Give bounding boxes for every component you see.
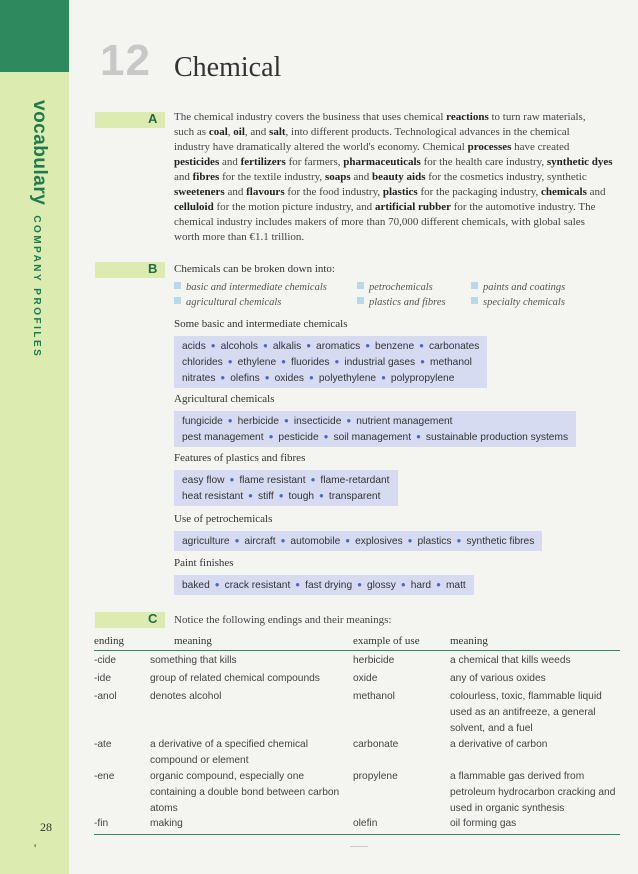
term: alcohols bbox=[220, 341, 259, 352]
bullet-dot-icon: ● bbox=[210, 341, 216, 350]
table-rule-bottom bbox=[94, 834, 620, 835]
category-item bbox=[174, 282, 327, 293]
bullet-dot-icon: ● bbox=[436, 580, 441, 589]
term: ethylene bbox=[237, 357, 277, 368]
term: insecticide bbox=[293, 416, 342, 427]
table-cell-ending: -anol bbox=[94, 691, 117, 702]
bullet-dot-icon: ● bbox=[306, 341, 312, 350]
table-cell-example: methanol bbox=[353, 691, 395, 702]
header-ending: ending bbox=[94, 635, 124, 647]
term-box bbox=[174, 336, 487, 388]
page-mark: ' bbox=[34, 841, 37, 855]
paragraph-line: chemical industry includes makers of more than 70,000 different chemicals, with global sales bbox=[174, 216, 585, 228]
bullet-dot-icon: ● bbox=[365, 341, 371, 350]
section-c-letter: C bbox=[148, 611, 158, 626]
paragraph-line: sweeteners and flavours for the food industry, plastics for the packaging industry, chemicals and bbox=[174, 186, 606, 198]
term: polyethylene bbox=[318, 373, 377, 384]
category-label: agricultural chemicals bbox=[186, 297, 282, 308]
category-item bbox=[174, 297, 281, 308]
term: pest management bbox=[182, 432, 264, 443]
paragraph-line: such as coal, oil, and salt, into different products. Technological advances in the chemical bbox=[174, 126, 570, 138]
term: oxides bbox=[274, 373, 305, 384]
table-cell-example: propylene bbox=[353, 771, 398, 782]
term-line bbox=[182, 429, 568, 445]
term: glossy bbox=[366, 580, 396, 591]
term: polypropylene bbox=[390, 373, 455, 384]
table-cell-example: olefin bbox=[353, 818, 378, 829]
bullet-square-icon bbox=[357, 297, 364, 304]
term: nitrates bbox=[182, 373, 216, 384]
term: sustainable production systems bbox=[425, 432, 569, 443]
side-band-top bbox=[0, 0, 69, 72]
term-box bbox=[174, 470, 398, 506]
bullet-dot-icon: ● bbox=[419, 341, 424, 350]
group-heading: Some basic and intermediate chemicals bbox=[174, 318, 348, 330]
table-cell-ending: -cide bbox=[94, 655, 117, 666]
term-line bbox=[182, 370, 479, 386]
table-cell-ending: -ate bbox=[94, 739, 112, 750]
category-item bbox=[357, 282, 433, 293]
bullet-dot-icon: ● bbox=[278, 491, 284, 500]
term: crack resistant bbox=[224, 580, 291, 591]
group-heading: Paint finishes bbox=[174, 557, 234, 569]
category-label: specialty chemicals bbox=[483, 297, 565, 308]
term: herbicide bbox=[237, 416, 279, 427]
bullet-dot-icon: ● bbox=[283, 416, 289, 425]
term: aromatics bbox=[316, 341, 361, 352]
bullet-dot-icon: ● bbox=[229, 475, 235, 484]
section-b-intro: Chemicals can be broken down into: bbox=[174, 263, 335, 275]
table-cell-meaning2: colourless, toxic, flammable liquid used as an antifreeze, a general solvent, and a fuel bbox=[450, 691, 602, 734]
table-cell-meaning2: a chemical that kills weeds bbox=[450, 655, 571, 666]
bullet-dot-icon: ● bbox=[416, 432, 421, 441]
table-cell-meaning: something that kills bbox=[150, 655, 237, 666]
term: matt bbox=[445, 580, 466, 591]
header-meaning: meaning bbox=[174, 635, 212, 647]
bullet-dot-icon: ● bbox=[227, 416, 233, 425]
table-cell-meaning2: a flammable gas derived from petroleum hydrocarbon cracking and used in organic synthesis bbox=[450, 771, 616, 814]
bullet-square-icon bbox=[174, 282, 181, 289]
term: fungicide bbox=[182, 416, 223, 427]
page-title: Chemical bbox=[174, 52, 282, 83]
section-c-intro: Notice the following endings and their meanings: bbox=[174, 614, 392, 626]
page-number: 28 bbox=[40, 820, 52, 834]
term: benzene bbox=[375, 341, 415, 352]
term: alkalis bbox=[272, 341, 302, 352]
table-cell-meaning2: oil forming gas bbox=[450, 818, 517, 829]
bullet-dot-icon: ● bbox=[357, 580, 362, 589]
paragraph-line: The chemical industry covers the business that uses chemical reactions to turn raw materials, bbox=[174, 111, 586, 123]
bullet-dot-icon: ● bbox=[281, 357, 286, 366]
term-box bbox=[174, 411, 576, 447]
bullet-square-icon bbox=[357, 282, 364, 289]
term-line bbox=[182, 413, 568, 429]
term: synthetic fibres bbox=[466, 536, 535, 547]
section-b-letter: B bbox=[148, 261, 158, 276]
side-section: COMPANY PROFILES bbox=[31, 215, 42, 359]
bullet-dot-icon: ● bbox=[407, 536, 413, 545]
term: methanol bbox=[430, 357, 472, 368]
table-rule-top bbox=[94, 650, 620, 651]
table-cell-meaning2: a derivative of carbon bbox=[450, 739, 548, 750]
bullet-dot-icon: ● bbox=[268, 432, 274, 441]
paragraph-line: industry have dramatically altered the world's economy. Chemical processes have created bbox=[174, 141, 570, 153]
term: tough bbox=[288, 491, 315, 502]
bullet-dot-icon: ● bbox=[334, 357, 340, 366]
table-cell-example: oxide bbox=[353, 673, 378, 684]
term-line bbox=[182, 577, 466, 593]
bullet-dot-icon: ● bbox=[420, 357, 425, 366]
table-cell-meaning: group of related chemical compounds bbox=[150, 673, 320, 684]
term: industrial gases bbox=[344, 357, 416, 368]
table-cell-example: herbicide bbox=[353, 655, 395, 666]
term: aircraft bbox=[244, 536, 276, 547]
term: transparent bbox=[328, 491, 381, 502]
term: pesticide bbox=[278, 432, 319, 443]
bullet-dot-icon: ● bbox=[248, 491, 254, 500]
table-cell-meaning: a derivative of a specified chemical compound or element bbox=[150, 739, 308, 766]
category-item bbox=[357, 297, 446, 308]
header-example: example of use bbox=[353, 635, 420, 647]
term: agriculture bbox=[182, 536, 230, 547]
group-heading: Features of plastics and fibres bbox=[174, 452, 306, 464]
group-heading: Agricultural chemicals bbox=[174, 393, 275, 405]
bullet-dot-icon: ● bbox=[400, 580, 406, 589]
bullet-dot-icon: ● bbox=[346, 416, 352, 425]
term: hard bbox=[410, 580, 432, 591]
bullet-dot-icon: ● bbox=[456, 536, 462, 545]
term-box bbox=[174, 531, 542, 551]
table-cell-ending: -fin bbox=[94, 818, 109, 829]
bullet-square-icon bbox=[471, 297, 478, 304]
paragraph-line: pesticides and fertilizers for farmers, pharmaceuticals for the health care industry, synthetic dyes bbox=[174, 156, 613, 168]
term: flame resistant bbox=[239, 475, 306, 486]
term-line bbox=[182, 488, 390, 504]
side-label bbox=[28, 100, 50, 358]
bullet-dot-icon: ● bbox=[227, 357, 233, 366]
side-vocab: vocabulary bbox=[29, 100, 50, 206]
divider bbox=[350, 846, 368, 847]
term: stiff bbox=[258, 491, 274, 502]
bullet-dot-icon: ● bbox=[280, 536, 286, 545]
category-label: basic and intermediate chemicals bbox=[186, 282, 327, 293]
group-heading: Use of petrochemicals bbox=[174, 513, 273, 525]
term: baked bbox=[182, 580, 210, 591]
bullet-dot-icon: ● bbox=[323, 432, 329, 441]
category-item bbox=[471, 297, 565, 308]
category-label: petrochemicals bbox=[369, 282, 433, 293]
bullet-dot-icon: ● bbox=[319, 491, 324, 500]
term-line bbox=[182, 533, 534, 549]
bullet-dot-icon: ● bbox=[263, 341, 268, 350]
bullet-dot-icon: ● bbox=[264, 373, 270, 382]
table-cell-meaning: making bbox=[150, 818, 183, 829]
term: acids bbox=[182, 341, 206, 352]
term: fast drying bbox=[305, 580, 353, 591]
term: chlorides bbox=[182, 357, 223, 368]
table-cell-meaning: organic compound, especially one containing a double bond between carbon atoms bbox=[150, 771, 340, 814]
table-cell-example: carbonate bbox=[353, 739, 399, 750]
term-box bbox=[174, 575, 474, 595]
term: explosives bbox=[355, 536, 403, 547]
category-item bbox=[471, 282, 565, 293]
term: soil management bbox=[333, 432, 412, 443]
table-cell-ending: -ene bbox=[94, 771, 115, 782]
term: nutrient management bbox=[356, 416, 453, 427]
bullet-dot-icon: ● bbox=[295, 580, 301, 589]
term-line bbox=[182, 354, 479, 370]
term: plastics bbox=[417, 536, 452, 547]
bullet-square-icon bbox=[174, 297, 181, 304]
term: heat resistant bbox=[182, 491, 244, 502]
paragraph-line: and fibres for the textile industry, soaps and beauty aids for the cosmetics industry, synthetic bbox=[174, 171, 587, 183]
paragraph-line: worth more than €1.1 trillion. bbox=[174, 231, 305, 243]
bullet-dot-icon: ● bbox=[345, 536, 351, 545]
term-line bbox=[182, 472, 390, 488]
paragraph-line: celluloid for the motion picture industry, and artificial rubber for the automotive industry. The bbox=[174, 201, 596, 213]
bullet-dot-icon: ● bbox=[381, 373, 386, 382]
term: olefins bbox=[230, 373, 260, 384]
bullet-dot-icon: ● bbox=[309, 373, 314, 382]
term: automobile bbox=[290, 536, 341, 547]
category-label: paints and coatings bbox=[483, 282, 566, 293]
bullet-dot-icon: ● bbox=[310, 475, 316, 484]
bullet-dot-icon: ● bbox=[220, 373, 226, 382]
header-meaning-2: meaning bbox=[450, 635, 488, 647]
section-a-letter: A bbox=[148, 111, 158, 126]
term-line bbox=[182, 338, 479, 354]
unit-number: 12 bbox=[100, 36, 151, 85]
bullet-dot-icon: ● bbox=[214, 580, 220, 589]
term: fluorides bbox=[291, 357, 330, 368]
bullet-square-icon bbox=[471, 282, 478, 289]
bullet-dot-icon: ● bbox=[234, 536, 240, 545]
term: flame-retardant bbox=[320, 475, 390, 486]
term: carbonates bbox=[428, 341, 480, 352]
category-label: plastics and fibres bbox=[369, 297, 446, 308]
table-cell-meaning: denotes alcohol bbox=[150, 691, 222, 702]
section-a-paragraph bbox=[174, 110, 616, 245]
table-cell-meaning2: any of various oxides bbox=[450, 673, 546, 684]
term: easy flow bbox=[182, 475, 225, 486]
table-cell-ending: -ide bbox=[94, 673, 111, 684]
